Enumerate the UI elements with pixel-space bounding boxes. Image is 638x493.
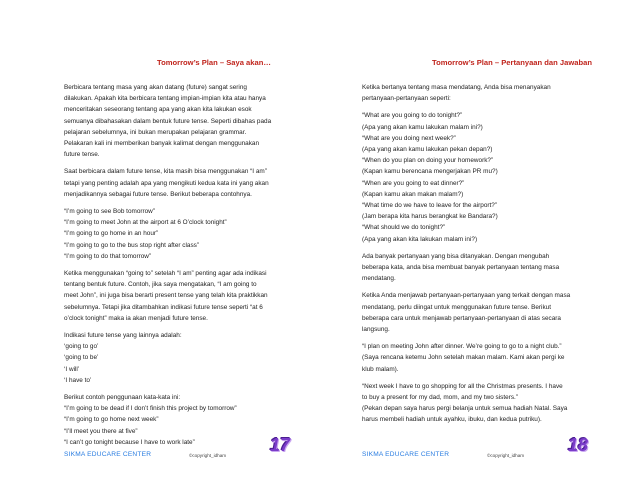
text-line: tetapi yang penting adalah apa yang mengikuti kedua kata ini yang akan <box>64 179 269 187</box>
text-line: “I’m going to go home in an hour” <box>64 230 159 238</box>
text-line: semuanya dibahasakan dalam bentuk future tense. Seperti dibahas pada <box>64 117 272 125</box>
page-number: 18 <box>568 435 589 455</box>
text-line: mendatang. <box>362 275 396 283</box>
text-line: “I’ll meet you there at five” <box>64 427 138 435</box>
text-line: beberapa cara untuk menjawab pertanyaan-pertanyaan di atas secara <box>362 314 561 322</box>
footer-copyright: ©copyright_idham <box>189 453 227 458</box>
text-line: “What time do we have to leave for the airport?” <box>362 202 497 210</box>
page-title: Tomorrow’s Plan – Saya akan… <box>157 58 271 67</box>
paragraph <box>64 82 308 160</box>
text-line: ‘I have to’ <box>64 376 92 384</box>
paragraph <box>64 206 308 262</box>
text-line: “When are you going to eat dinner?” <box>362 179 465 187</box>
text-line: to buy a present for my dad, mom, and my two sisters.” <box>362 394 518 402</box>
text-line: “Next week I have to go shopping for all the Christmas presents. I have <box>362 382 563 390</box>
text-line: Berikut contoh penggunaan kata-kata ini: <box>64 394 181 402</box>
footer-brand: SIKMA EDUCARE CENTER <box>64 451 152 458</box>
text-line: “I’m going to meet John at the airport at 6 O’clock tonight” <box>64 219 227 227</box>
paragraph <box>362 251 606 285</box>
page-title: Tomorrow’s Plan – Pertanyaan dan Jawaban <box>432 58 592 67</box>
text-line: menjadikannya sebagai future tense. Berikut beberapa contohnya. <box>64 190 252 198</box>
text-line: ‘going to go’ <box>64 343 99 351</box>
page-number: 17 <box>270 435 291 455</box>
text-line: harus membeli hadiah untuk ayahku, ibuku, dan kedua putriku). <box>362 416 542 424</box>
footer-copyright: ©copyright_idham <box>487 453 525 458</box>
text-line: (Apa yang akan kamu lakukan pekan depan?) <box>362 146 493 154</box>
paragraph <box>362 110 606 244</box>
text-line: sebelumnya. Tetapi jika ditambahkan indikasi future tense seperti “at 6 <box>64 303 263 311</box>
footer-brand: SIKMA EDUCARE CENTER <box>362 451 450 458</box>
text-line: (Apa yang akan kamu lakukan malam ini?) <box>362 123 483 131</box>
text-line: pelajaran sebelumnya, ini bukan merupakan pelajaran grammar. <box>64 128 247 136</box>
paragraph <box>362 381 606 426</box>
text-line: Indikasi future tense yang lainnya adalah: <box>64 332 182 340</box>
text-line: “I’m going to see Bob tomorrow” <box>64 208 155 216</box>
text-line: Ada banyak pertanyaan yang bisa ditanyakan. Dengan mengubah <box>362 252 550 260</box>
paragraph <box>362 290 606 335</box>
text-line: (Pekan depan saya harus pergi belanja untuk semua hadiah Natal. Saya <box>362 405 568 413</box>
text-line: o’clock tonight” maka ia akan menjadi future tense. <box>64 314 208 322</box>
page-body <box>362 82 606 432</box>
text-line: (Apa yang akan kita lakukan malam ini?) <box>362 235 478 243</box>
paragraph <box>64 268 308 324</box>
text-line: Ketika Anda menjawab pertanyaan-pertanyaan yang terkait dengan masa <box>362 292 571 300</box>
text-line: tentang bentuk future. Contoh, jika saya mengatakan, “I am going to <box>64 281 257 289</box>
right-page <box>362 0 638 493</box>
text-line: “I’m going to do that tomorrow” <box>64 252 152 260</box>
text-line: “What should we do tonight?” <box>362 224 446 232</box>
text-line: “What are you doing next week?” <box>362 134 456 142</box>
text-line: Berbicara tentang masa yang akan datang (future) sangat sering <box>64 84 247 91</box>
text-line: Saat berbicara dalam future tense, kita masih bisa menggunakan “I am” <box>64 168 267 176</box>
paragraph <box>362 341 606 375</box>
paragraph <box>64 330 308 386</box>
text-line: beberapa kata, anda bisa membuat banyak pertanyaan tentang masa <box>362 264 560 272</box>
text-line: “I can’t go tonight because I have to work late” <box>64 438 195 446</box>
page-body <box>64 82 308 454</box>
text-line: “I’m going to be dead if I don’t finish this project by tomorrow” <box>64 405 237 413</box>
paragraph <box>64 166 308 200</box>
text-line: (Kapan kamu berencana mengerjakan PR mu?) <box>362 168 498 176</box>
page-footer <box>362 435 606 463</box>
text-line: meet John”, ini juga bisa berarti present tense yang telah kita praktikkan <box>64 292 268 300</box>
text-line: Ketika bertanya tentang masa mendatang, Anda bisa menanyakan <box>362 84 551 91</box>
text-line: mendatang, perlu diingat untuk menggunakan future tense. Berikut <box>362 303 552 311</box>
text-line: Ketika menggunakan “going to” setelah “I am” penting agar ada indikasi <box>64 270 267 278</box>
text-line: “I’m going to go home next week” <box>64 416 159 424</box>
text-line: future tense. <box>64 151 100 159</box>
text-line: klub malam). <box>362 365 399 373</box>
text-line: dilakukan. Apakah kita berbicara tentang impian-impian kita atau hanya <box>64 95 266 103</box>
text-line: “I’m going to go to the bus stop right after class” <box>64 241 199 249</box>
text-line: pertanyaan-pertanyaan seperti: <box>362 95 451 103</box>
text-line: ‘going to be’ <box>64 354 99 362</box>
text-line: (Kapan kamu akan makan malam?) <box>362 190 464 198</box>
text-line: “When do you plan on doing your homework?” <box>362 157 494 165</box>
paragraph <box>362 82 606 104</box>
text-line: (Jam berapa kita harus berangkat ke Bandara?) <box>362 213 498 221</box>
text-line: menceritakan seseorang tentang apa yang akan kita lakukan esok <box>64 106 252 114</box>
text-line: Pelakaran kali ini memberikan banyak kalimat dengan menggunakan <box>64 140 260 148</box>
text-line: “What are you going to do tonight?” <box>362 112 463 120</box>
text-line: “I plan on meeting John after dinner. We’re going to go to a night club.” <box>362 343 562 351</box>
text-line: langsung. <box>362 326 390 334</box>
text-line: ‘I will’ <box>64 365 80 373</box>
left-page <box>64 0 364 493</box>
text-line: (Saya rencana ketemu John setelah makan malam. Kami akan pergi ke <box>362 354 565 362</box>
